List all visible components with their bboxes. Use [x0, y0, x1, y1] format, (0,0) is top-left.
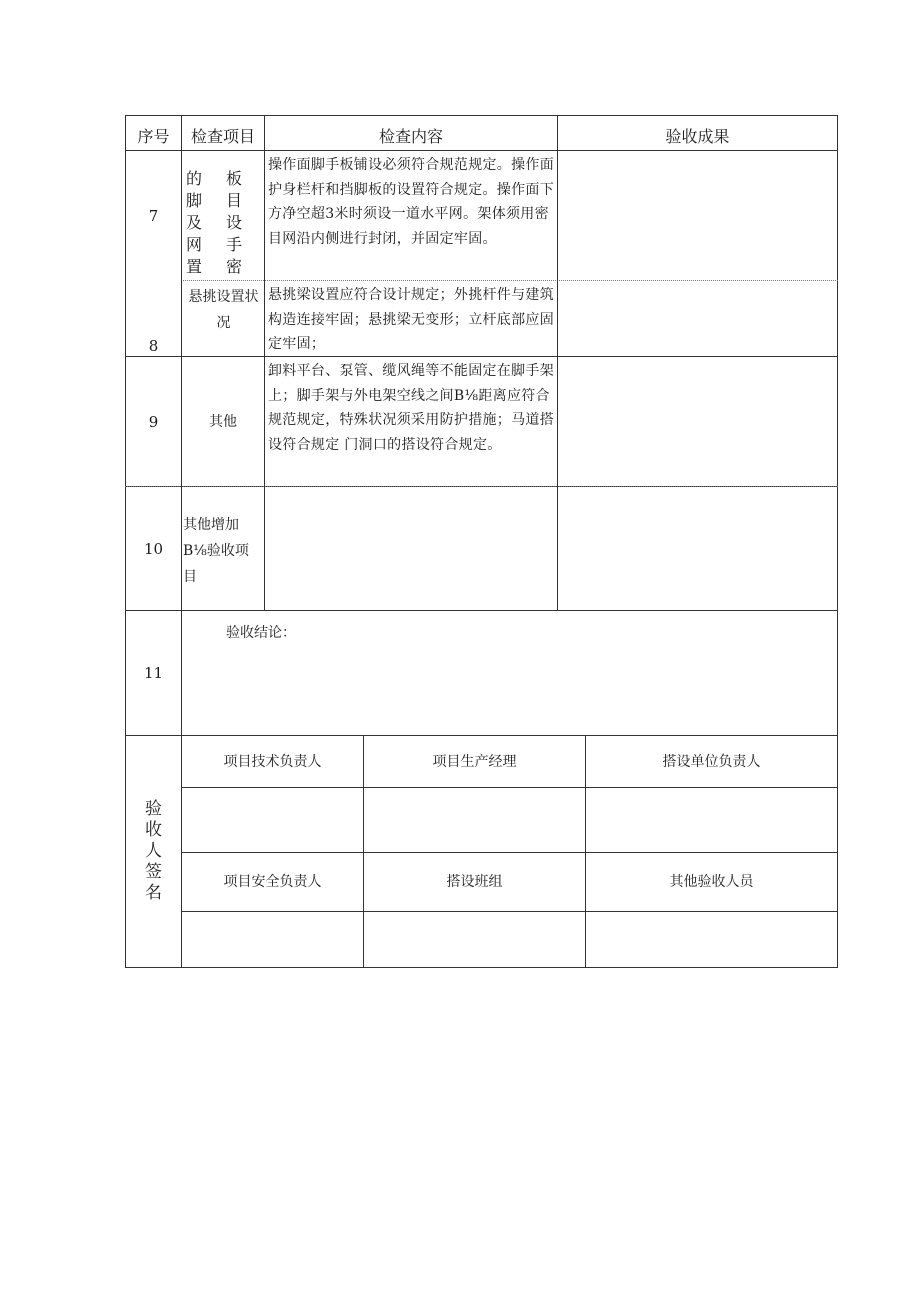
grid-char: 脚 — [186, 191, 203, 210]
grid-char: 置 — [186, 257, 203, 276]
row-8-item — [183, 284, 264, 354]
row-9-seq: 9 — [148, 412, 159, 431]
role-production-manager: 项目生产经理 — [432, 753, 517, 770]
row-10-item-line: B⅛验收项 — [183, 543, 249, 559]
row-10-seq: 10 — [143, 539, 164, 558]
row-9-content: 卸料平台、泵管、缆风绳等不能固定在脚手架上；脚手架与外电架空线之间B⅛距离应符合规范规定，特殊状况须采用防护措施；马道搭设符合规定 门洞口的搭设符合规定。 — [268, 363, 554, 453]
row-11-seq: 11 — [143, 664, 164, 682]
row-8-item-line: 况 — [216, 315, 231, 331]
signature-field-erection-unit-lead[interactable] — [586, 788, 837, 852]
grid-char: 目 — [226, 191, 243, 210]
grid-char: 网 — [186, 235, 203, 254]
row-10-item-line: 目 — [183, 569, 197, 585]
row-10-content — [265, 487, 557, 610]
row-8-seq: 8 — [148, 337, 159, 355]
signature-label-char: 人 — [145, 841, 162, 861]
signature-field-safety-lead[interactable] — [182, 912, 363, 967]
row-8-content: 悬挑梁设置应符合设计规定；外挑杆件与建筑构造连接牢固；悬挑梁无变形；立杆底部应固定牢固； — [268, 287, 554, 352]
signature-field-technical-lead[interactable] — [182, 788, 363, 852]
grid-char: 手 — [226, 235, 243, 254]
grid-char: 密 — [226, 257, 243, 276]
role-technical-lead: 项目技术负责人 — [223, 753, 322, 770]
row-10-item — [183, 512, 264, 592]
grid-char: 设 — [226, 213, 243, 232]
signature-field-production-manager[interactable] — [364, 788, 585, 852]
header-seq: 序号 — [137, 127, 170, 146]
row-10-item-line: 其他增加 — [183, 517, 239, 533]
signature-label-char: 签 — [145, 862, 162, 882]
header-result: 验收成果 — [665, 127, 730, 146]
grid-char: 板 — [226, 169, 243, 188]
row-7-seq: 7 — [148, 206, 159, 225]
signature-label-char: 验 — [145, 799, 162, 819]
role-other-inspectors: 其他验收人员 — [669, 874, 754, 890]
signature-field-erection-team[interactable] — [364, 912, 585, 967]
row-7-content: 操作面脚手板铺设必须符合规范规定。操作面护身栏杆和挡脚板的设置符合规定。操作面下方净空超3米时须设一道水平网。架体须用密目网沿内侧进行封闭，并固定牢固。 — [268, 157, 554, 247]
row-8-item-line: 悬挑设置状 — [188, 289, 259, 305]
header-item: 检查项目 — [190, 127, 255, 146]
grid-char: 的 — [186, 169, 203, 188]
signature-label — [126, 736, 181, 967]
signature-label-char: 收 — [145, 820, 162, 840]
role-erection-team: 搭设班组 — [446, 874, 503, 890]
role-safety-lead: 项目安全负责人 — [223, 874, 322, 890]
row-7-item-grid — [184, 168, 262, 276]
signature-field-other-inspectors[interactable] — [586, 912, 837, 967]
role-erection-unit-lead: 搭设单位负责人 — [662, 753, 761, 770]
header-content: 检查内容 — [378, 127, 443, 146]
signature-label-char: 名 — [145, 883, 162, 903]
conclusion-label: 验收结论： — [226, 625, 296, 641]
row-9-item: 其他 — [209, 413, 237, 430]
grid-char: 及 — [186, 213, 203, 232]
